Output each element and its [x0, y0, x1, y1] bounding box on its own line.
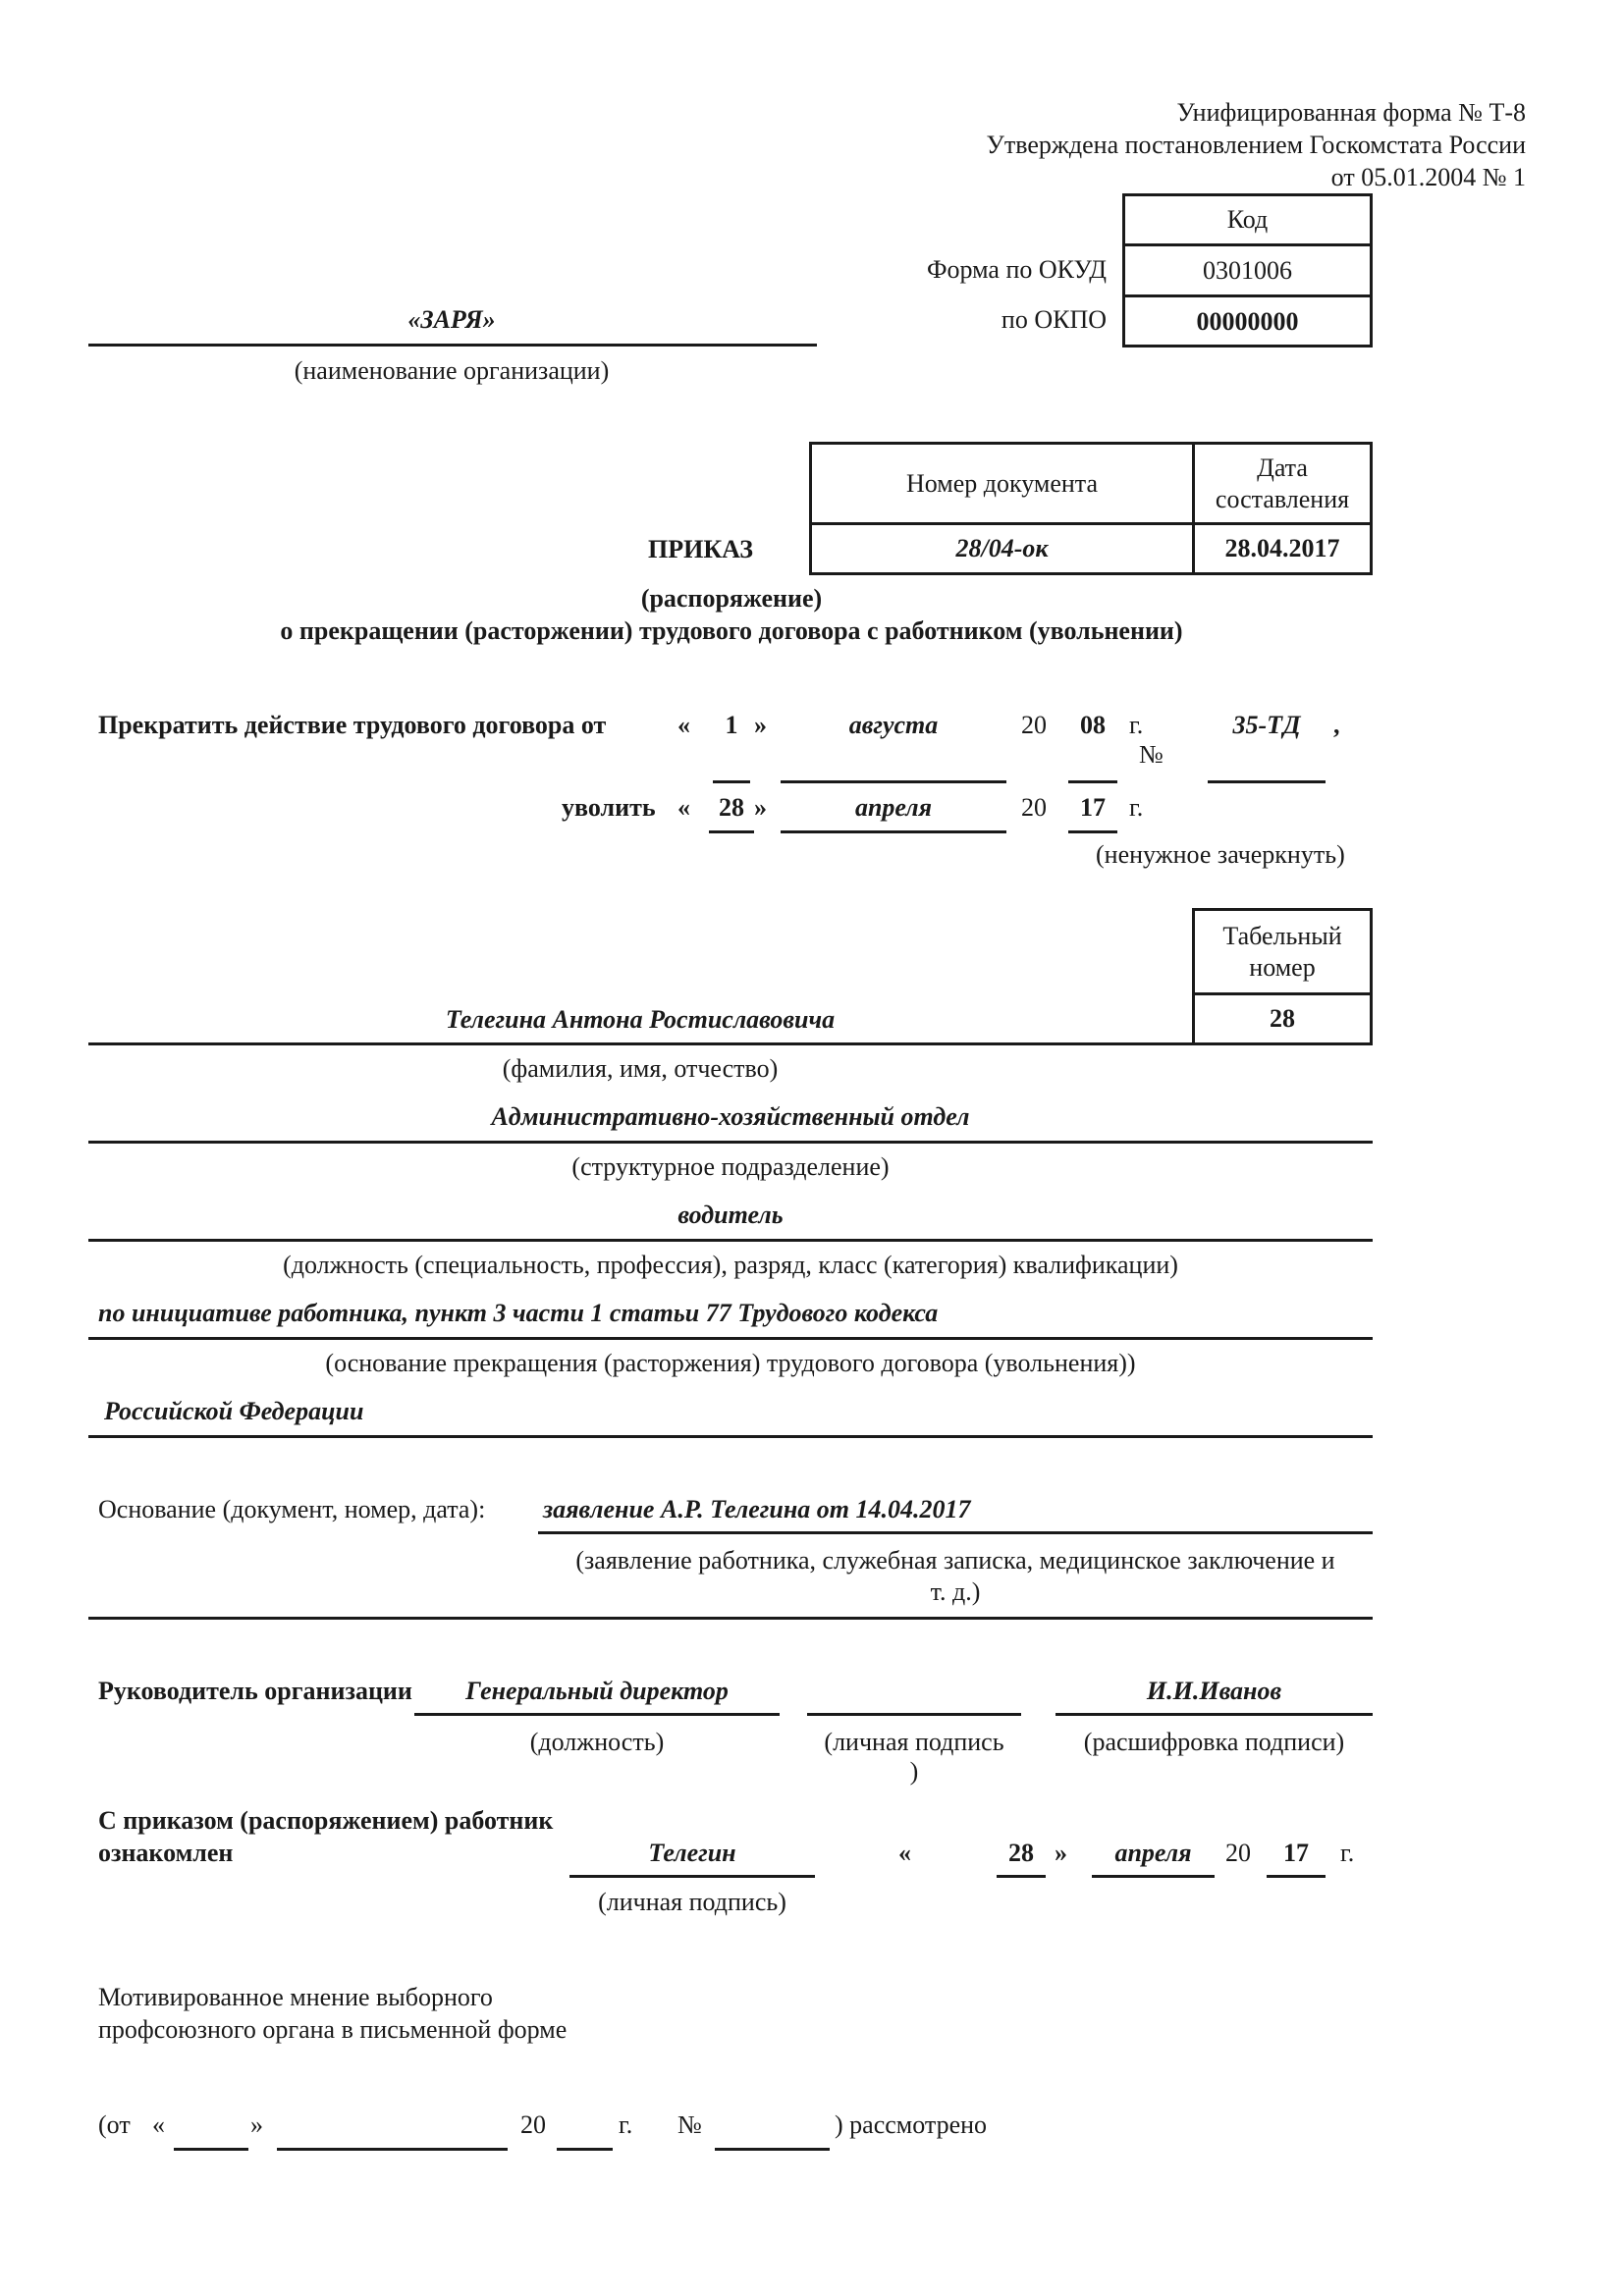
position-caption: (должность (специальность, профессия), разряд, класс (категория) квалификации)	[283, 1251, 1178, 1279]
organization-caption: (наименование организации)	[294, 356, 610, 385]
contract-number-sign: №	[1139, 740, 1164, 769]
position: водитель	[677, 1201, 784, 1229]
contract-day: 1	[725, 711, 738, 739]
dismiss-year-suffix: г.	[1129, 793, 1144, 822]
grounds-line-1: по инициативе работника, пункт 3 части 1 статьи 77 Трудового кодекса	[98, 1299, 939, 1327]
name-caption: (фамилия, имя, отчество)	[502, 1054, 779, 1083]
order-title: ПРИКАЗ	[648, 535, 754, 563]
organization-name: «ЗАРЯ»	[407, 305, 496, 334]
tab-number-value: 28	[1270, 1004, 1295, 1033]
contract-year: 08	[1080, 711, 1106, 739]
doc-date-value: 28.04.2017	[1224, 534, 1340, 562]
contract-month: августа	[848, 711, 939, 739]
dismiss-quote-open: «	[677, 793, 690, 822]
contract-year-suffix: г.	[1129, 711, 1144, 739]
head-label: Руководитель организации	[98, 1677, 412, 1705]
union-from: (от	[98, 2110, 131, 2139]
contract-quote-close: »	[754, 711, 767, 739]
acknowledge-label-1: С приказом (распоряжением) работник	[98, 1806, 554, 1835]
contract-number: 35-ТД	[1232, 711, 1301, 739]
union-quote-open: «	[152, 2110, 165, 2139]
approval-text: Утверждена постановлением Госкомстата России	[986, 131, 1526, 159]
union-number-sign: №	[677, 2110, 702, 2139]
doc-number-header: Номер документа	[905, 468, 1099, 498]
union-reviewed: ) рассмотрено	[835, 2110, 988, 2139]
contract-year-prefix: 20	[1021, 711, 1047, 739]
head-name: И.И.Иванов	[1146, 1677, 1282, 1705]
okud-label: Форма по ОКУД	[927, 255, 1107, 284]
okpo-label: по ОКПО	[1001, 305, 1107, 334]
head-position: Генеральный директор	[465, 1677, 729, 1705]
employee-signature-caption: (личная подпись)	[598, 1888, 786, 1916]
dismiss-day: 28	[719, 793, 744, 822]
contract-comma: ,	[1333, 711, 1340, 739]
ack-quote-open: «	[898, 1839, 911, 1867]
ack-year-prefix: 20	[1225, 1839, 1251, 1867]
ack-day: 28	[1008, 1839, 1034, 1867]
basis-label: Основание (документ, номер, дата):	[98, 1495, 486, 1523]
doc-date-header: Дата составления	[1215, 453, 1350, 513]
code-header: Код	[1226, 205, 1269, 234]
order-subject: о прекращении (расторжении) трудового договора с работником (увольнении)	[280, 616, 1183, 645]
acknowledge-label-2: ознакомлен	[98, 1839, 234, 1867]
head-signature-caption-end: )	[909, 1757, 919, 1786]
basis-value: заявление А.Р. Телегина от 14.04.2017	[543, 1495, 971, 1523]
form-name: Унифицированная форма № Т-8	[1176, 98, 1526, 127]
grounds-caption: (основание прекращения (расторжения) трудового договора (увольнения))	[325, 1349, 1136, 1377]
okpo-value: 00000000	[1196, 306, 1299, 336]
dismiss-label: уволить	[562, 793, 656, 822]
order-title-alt: (распоряжение)	[640, 584, 823, 613]
okud-value: 0301006	[1203, 255, 1292, 285]
ack-quote-close: »	[1055, 1839, 1067, 1867]
union-line-1: Мотивированное мнение выборного	[98, 1983, 493, 2011]
ack-year: 17	[1283, 1839, 1309, 1867]
tab-number-header: Табельный номер	[1222, 921, 1342, 982]
approval-date: от 05.01.2004 № 1	[1330, 163, 1526, 191]
basis-caption-1: (заявление работника, служебная записка, медицинское заключение и	[575, 1546, 1335, 1575]
doc-number-value: 28/04-ок	[955, 534, 1049, 562]
union-line-2: профсоюзного органа в письменной форме	[98, 2015, 568, 2044]
dismiss-quote-close: »	[754, 793, 767, 822]
dismiss-year-prefix: 20	[1021, 793, 1047, 822]
contract-quote-open: «	[677, 711, 690, 739]
grounds-line-2: Российской Федерации	[104, 1397, 364, 1425]
contract-label: Прекратить действие трудового договора от	[98, 711, 607, 739]
department-caption: (структурное подразделение)	[571, 1152, 890, 1181]
head-signature-caption: (личная подпись	[824, 1728, 1004, 1756]
union-year-prefix: 20	[520, 2110, 546, 2139]
employee-signature: Телегин	[648, 1839, 736, 1867]
ack-year-suffix: г.	[1340, 1839, 1355, 1867]
ack-month: апреля	[1114, 1839, 1192, 1867]
union-quote-close: »	[250, 2110, 263, 2139]
union-year-suffix: г.	[619, 2110, 633, 2139]
dismiss-month: апреля	[854, 793, 933, 822]
basis-caption-2: т. д.)	[930, 1577, 981, 1606]
head-decode-caption: (расшифровка подписи)	[1083, 1728, 1345, 1756]
dismiss-year: 17	[1080, 793, 1106, 822]
department: Административно-хозяйственный отдел	[491, 1102, 970, 1131]
employee-full-name: Телегина Антона Ростиславовича	[445, 1005, 836, 1034]
strike-note: (ненужное зачеркнуть)	[1096, 840, 1345, 869]
head-position-caption: (должность)	[529, 1728, 665, 1756]
